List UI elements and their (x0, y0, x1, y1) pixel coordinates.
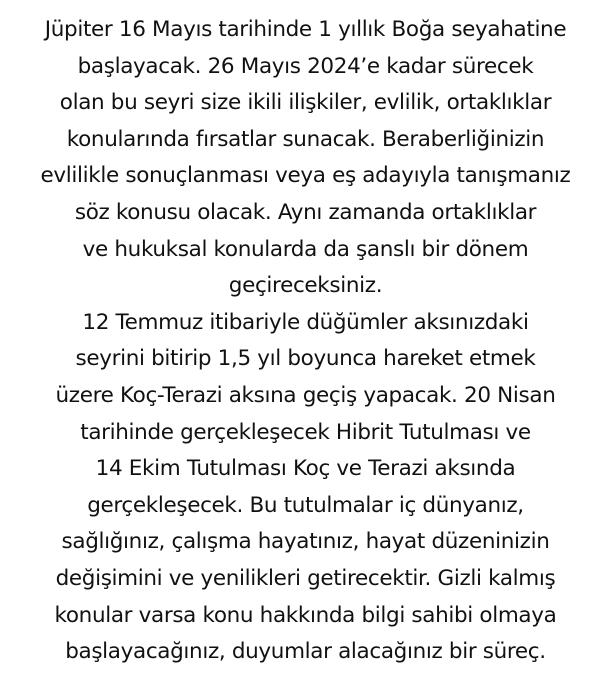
text-line: ve hukuksal konularda da şanslı bir dönem (82, 236, 529, 262)
paragraph-jupiter (0, 12, 611, 305)
text-line: söz konusu olacak. Aynı zamanda ortaklıklar (74, 199, 537, 225)
text-line: başlayacak. 26 Mayıs 2024’e kadar sürecek (77, 53, 534, 79)
text-line: başlayacağınız, duyumlar alacağınız bir süreç. (65, 639, 546, 665)
paragraph-eclipses (0, 305, 611, 671)
text-line: geçireceksiniz. (228, 273, 383, 299)
horoscope-text (0, 12, 611, 671)
text-line: konularında fırsatlar sunacak. Beraberliğinizin (66, 126, 545, 152)
text-line: olan bu seyri size ikili ilişkiler, evlilik, ortaklıklar (59, 90, 552, 116)
text-line: evlilikle sonuçlanması veya eş adayıyla tanışmanız (40, 163, 571, 189)
text-line: konular varsa konu hakkında bilgi sahibi olmaya (54, 602, 557, 628)
text-line: tarihinde gerçekleşecek Hibrit Tutulması ve (80, 419, 531, 445)
text-line: 12 Temmuz itibariyle düğümler aksınızdaki (82, 309, 529, 335)
text-line: sağlığınız, çalışma hayatınız, hayat düzeninizin (61, 529, 550, 555)
text-line: değişimini ve yenilikleri getirecektir. Gizli kalmış (55, 565, 556, 591)
text-line: Jüpiter 16 Mayıs tarihinde 1 yıllık Boğa seyahatine (44, 17, 567, 42)
text-line: üzere Koç-Terazi aksına geçiş yapacak. 20 Nisan (55, 382, 556, 408)
text-line: gerçekleşecek. Bu tutulmalar iç dünyanız, (87, 492, 524, 518)
text-line: seyrini bitirip 1,5 yıl boyunca hareket etmek (75, 346, 536, 372)
text-line: 14 Ekim Tutulması Koç ve Terazi aksında (95, 456, 516, 482)
